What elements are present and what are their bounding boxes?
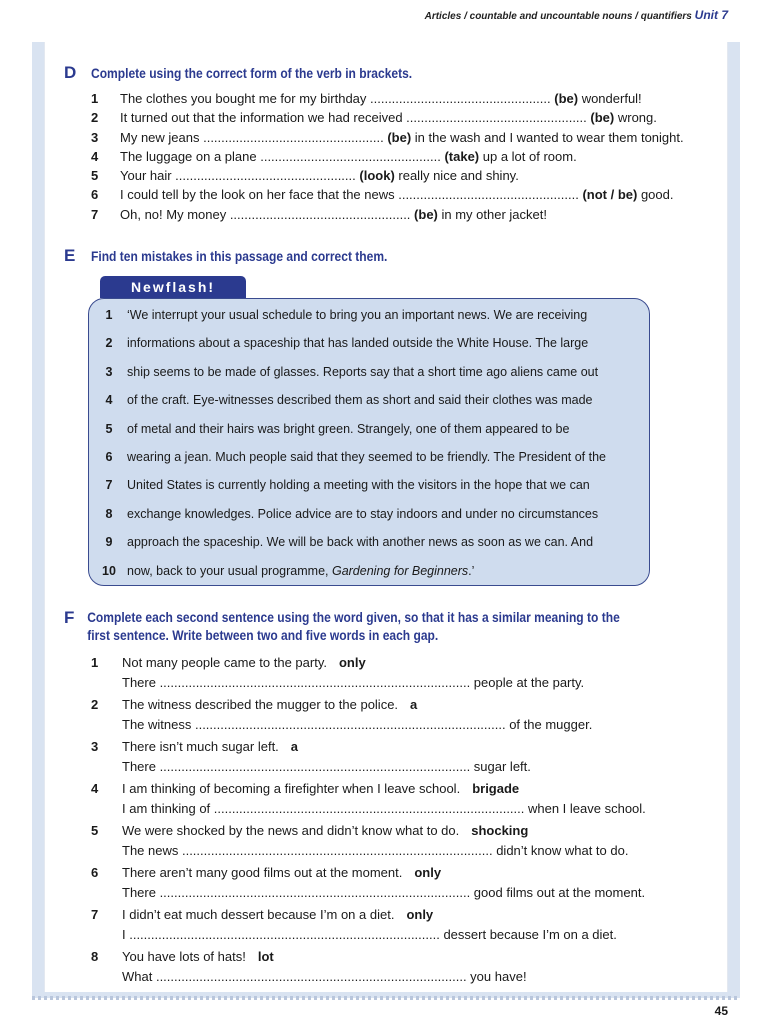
item-number: 8 (91, 949, 99, 964)
line-number: 5 (105, 421, 113, 436)
line-number: 2 (105, 336, 113, 351)
section-letter-e: E (64, 246, 76, 265)
item-ending: up a lot of room. (479, 148, 577, 164)
line-number: 8 (105, 506, 113, 521)
rewrite-sentence: There ...................................................................................... good films out at the moment. (122, 884, 646, 900)
original-sentence: The witness described the mugger to the police. (122, 697, 399, 712)
transformation-item (64, 653, 724, 692)
original-sentence-line (122, 863, 724, 883)
exercise-item (64, 205, 724, 224)
line-number: 4 (105, 393, 113, 408)
section-e-title: Find ten mistakes in this passage and correct them. (91, 248, 388, 264)
line-text-italic: Gardening for Beginners (331, 563, 469, 578)
line-text (127, 564, 474, 578)
line-text-body: exchange knowledges. Police advice are to stay indoors and under no circumstances (127, 506, 599, 521)
running-head (425, 8, 728, 22)
section-letter-f: F (64, 608, 75, 627)
item-ending: wonderful! (578, 91, 642, 106)
line-text (127, 507, 598, 521)
section-d-title: Complete using the correct form of the verb in brackets. (91, 65, 413, 81)
item-prompt: I could tell by the look on her face that the news .................................................. (120, 187, 579, 203)
line-text (127, 535, 593, 549)
item-number: 3 (91, 739, 99, 754)
line-text (127, 478, 590, 492)
original-sentence: There isn’t much sugar left. (122, 739, 279, 754)
rewrite-sentence: What ...................................................................................... you have! (122, 968, 527, 984)
item-ending: wrong. (614, 110, 657, 126)
page-number: 45 (714, 1004, 728, 1018)
line-text (127, 365, 598, 379)
original-sentence: We were shocked by the news and didn’t know what to do. (122, 823, 460, 838)
verb-hint: (be) (590, 110, 615, 126)
rewrite-sentence: I ...................................................................................... dessert because I’m on a diet. (122, 926, 617, 942)
item-ending: in my other jacket! (437, 206, 547, 222)
line-number: 6 (105, 450, 113, 464)
key-word: brigade (472, 781, 520, 796)
section-d (64, 63, 724, 224)
exercise-item (64, 108, 724, 127)
item-number: 4 (91, 781, 99, 796)
line-text-end: .’ (468, 563, 475, 578)
exercise-item (64, 185, 724, 204)
line-text (127, 422, 569, 436)
item-number: 3 (91, 129, 99, 145)
verb-hint: (be) (414, 206, 438, 222)
original-sentence-line (122, 737, 724, 757)
dotted-edge (32, 996, 740, 1000)
passage-box (88, 298, 650, 586)
key-word: only (338, 655, 366, 670)
line-number: 1 (105, 308, 113, 322)
line-text (127, 450, 606, 464)
original-sentence: There aren’t many good films out at the moment. (122, 865, 403, 880)
original-sentence-line (122, 905, 724, 925)
section-e (64, 246, 724, 264)
rewrite-sentence: The news ...................................................................................... didn’t know what to do. (122, 842, 629, 858)
original-sentence-line (122, 779, 724, 799)
item-number: 7 (91, 907, 99, 922)
rewrite-sentence: The witness ...................................................................................... of the mugger. (122, 716, 593, 732)
verb-hint: (look) (359, 168, 395, 184)
item-prompt: It turned out that the information we had received .................................................. (120, 110, 587, 126)
item-prompt: The clothes you bought me for my birthday .................................................. (120, 91, 551, 106)
section-letter-d: D (64, 63, 77, 82)
key-word: only (414, 865, 442, 880)
line-text-body: of metal and their hairs was bright green. Strangely, one of them appeared to be (127, 421, 570, 436)
unit-label: Unit 7 (694, 8, 728, 22)
item-number: 7 (91, 206, 99, 222)
line-number: 10 (102, 563, 116, 578)
item-number: 2 (91, 697, 99, 712)
line-number: 9 (105, 535, 113, 550)
newsflash-tab: Newflash! (100, 276, 246, 298)
line-text-body: now, back to your usual programme, (127, 563, 332, 578)
verb-hint: (be) (554, 91, 579, 106)
rewrite-sentence: There ...................................................................................... sugar left. (122, 758, 531, 774)
item-ending: really nice and shiny. (394, 168, 519, 184)
item-number: 1 (91, 655, 99, 670)
item-number: 2 (91, 110, 99, 126)
line-text-body: approach the spaceship. We will be back with another news as soon as we can. And (127, 535, 594, 550)
verb-hint: (not / be) (582, 187, 638, 203)
verb-hint: (take) (444, 148, 480, 164)
exercise-item (64, 147, 724, 166)
line-text-body: of the craft. Eye-witnesses described them as short and said their clothes was made (127, 393, 593, 408)
running-head-text: Articles / countable and uncountable nouns / quantifiers (424, 11, 692, 22)
item-number: 6 (91, 187, 99, 203)
section-d-list (64, 89, 724, 224)
line-text-body: United States is currently holding a meeting with the visitors in the hope that we can (127, 478, 590, 493)
verb-hint: (be) (387, 129, 412, 145)
line-text-body: wearing a jean. Much people said that they seemed to be friendly. The President of the (127, 450, 606, 464)
line-text-body: informations about a spaceship that has landed outside the White House. The large (127, 336, 589, 351)
section-f-title (64, 608, 718, 644)
exercise-item (64, 89, 724, 108)
item-ending: in the wash and I wanted to wear them tonight. (411, 129, 684, 145)
item-number: 6 (91, 865, 99, 880)
key-word: lot (257, 949, 274, 964)
item-number: 5 (91, 823, 99, 838)
key-word: a (410, 697, 418, 712)
item-prompt: The luggage on a plane .................................................. (120, 148, 441, 164)
transformation-item (64, 695, 724, 734)
key-word: shocking (471, 823, 529, 838)
line-text (127, 393, 593, 407)
item-number: 4 (91, 148, 99, 164)
section-f-title-line1: Complete each second sentence using the word given, so that it has a similar meaning to the (87, 609, 620, 625)
section-f (64, 608, 724, 989)
transformation-item (64, 947, 724, 986)
transformation-item (64, 779, 724, 818)
rewrite-sentence: There ...................................................................................... people at the party. (122, 674, 585, 690)
original-sentence-line (122, 653, 724, 673)
original-sentence: You have lots of hats! (122, 949, 246, 964)
section-f-title-line2: first sentence. Write between two and five words in each gap. (87, 627, 439, 643)
transformation-item (64, 905, 724, 944)
line-number: 7 (105, 478, 113, 493)
original-sentence-line (122, 947, 724, 967)
line-text (127, 308, 587, 322)
item-prompt: My new jeans .................................................. (120, 129, 384, 145)
section-f-list (64, 653, 724, 986)
exercise-item (64, 128, 724, 147)
line-text-body: ‘We interrupt your usual schedule to bring you an important news. We are receiving (127, 308, 588, 322)
original-sentence: I didn’t eat much dessert because I’m on a diet. (122, 907, 395, 922)
transformation-item (64, 863, 724, 902)
original-sentence: Not many people came to the party. (122, 655, 327, 670)
item-number: 5 (91, 168, 99, 184)
original-sentence-line (122, 695, 724, 715)
original-sentence-line (122, 821, 724, 841)
key-word: only (406, 907, 434, 922)
line-text (127, 336, 588, 350)
exercise-item (64, 166, 724, 185)
transformation-item (64, 821, 724, 860)
rewrite-sentence: I am thinking of ...................................................................................... when I leave school. (122, 800, 646, 816)
item-prompt: Oh, no! My money .................................................. (120, 206, 411, 222)
line-number: 3 (105, 364, 113, 379)
line-text-body: ship seems to be made of glasses. Reports say that a short time ago aliens came out (127, 364, 599, 379)
item-ending: good. (637, 187, 674, 203)
item-prompt: Your hair .................................................. (120, 168, 356, 184)
original-sentence: I am thinking of becoming a firefighter when I leave school. (122, 781, 461, 796)
item-number: 1 (91, 91, 99, 106)
transformation-item (64, 737, 724, 776)
key-word: a (290, 739, 299, 754)
